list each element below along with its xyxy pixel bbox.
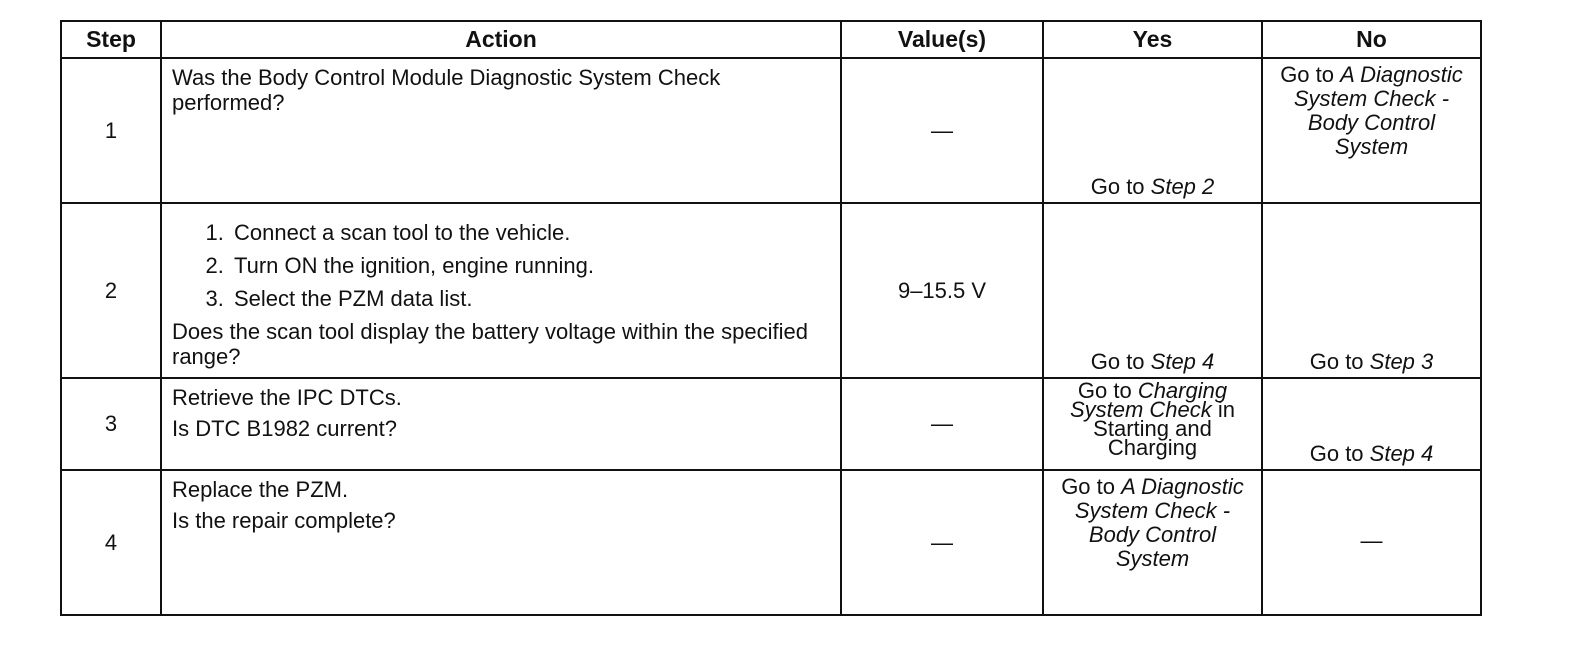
yes-link[interactable]: Charging System Check (1069, 378, 1228, 422)
table-row (61, 58, 1481, 203)
yes-link[interactable]: Step 2 (1150, 174, 1215, 199)
action-question: Does the scan tool display the battery voltage within the specified range? (172, 319, 808, 369)
diagnostic-table (60, 20, 1482, 616)
action-text: Was the Body Control Module Diagnostic System Check performed? (161, 58, 841, 203)
yes-cell (1043, 58, 1262, 203)
no-link[interactable]: A Diagnostic System Check - Body Control System (1293, 62, 1463, 159)
yes-prefix: Go to (1090, 174, 1151, 199)
no-link[interactable]: Step 3 (1369, 349, 1434, 374)
no-cell (1262, 203, 1481, 378)
action-step: 2. Turn ON the ignition, engine running. (230, 253, 830, 278)
table-row (61, 378, 1481, 470)
step-number: 2 (61, 203, 161, 378)
action-line: Retrieve the IPC DTCs. (172, 385, 402, 410)
yes-cell (1043, 378, 1262, 470)
step-number: 4 (61, 470, 161, 615)
table-row (61, 470, 1481, 615)
no-prefix: Go to (1309, 349, 1370, 374)
header-step: Step (61, 21, 161, 58)
yes-prefix: Go to (1061, 474, 1122, 499)
header-no: No (1262, 21, 1481, 58)
yes-prefix: Go to (1090, 349, 1151, 374)
no-link[interactable]: Step 4 (1369, 441, 1434, 466)
value-cell: 9–15.5 V (841, 203, 1043, 378)
yes-prefix: Go to (1077, 378, 1138, 403)
table-row (61, 203, 1481, 378)
action-cell (161, 378, 841, 470)
action-step: 1. Connect a scan tool to the vehicle. (230, 220, 830, 245)
no-prefix: Go to (1280, 62, 1341, 87)
value-cell: — (841, 58, 1043, 203)
table-header-row (61, 21, 1481, 58)
no-prefix: Go to (1309, 441, 1370, 466)
yes-link[interactable]: Step 4 (1150, 349, 1215, 374)
yes-suffix: in Starting and Charging (1093, 397, 1236, 460)
value-cell: — (841, 470, 1043, 615)
no-cell (1262, 378, 1481, 470)
action-question: Is the repair complete? (172, 508, 396, 533)
action-cell (161, 203, 841, 378)
step-number: 3 (61, 378, 161, 470)
action-step: 3. Select the PZM data list. (230, 286, 830, 311)
step-number: 1 (61, 58, 161, 203)
action-step-list (172, 220, 830, 311)
no-cell (1262, 58, 1481, 203)
no-cell: — (1262, 470, 1481, 615)
header-values: Value(s) (841, 21, 1043, 58)
action-line: Replace the PZM. (172, 477, 349, 502)
yes-link[interactable]: A Diagnostic System Check - Body Control System (1074, 474, 1244, 571)
action-cell (161, 470, 841, 615)
action-question: Is DTC B1982 current? (172, 416, 397, 441)
header-action: Action (161, 21, 841, 58)
header-yes: Yes (1043, 21, 1262, 58)
yes-cell (1043, 203, 1262, 378)
value-cell: — (841, 378, 1043, 470)
yes-cell (1043, 470, 1262, 615)
